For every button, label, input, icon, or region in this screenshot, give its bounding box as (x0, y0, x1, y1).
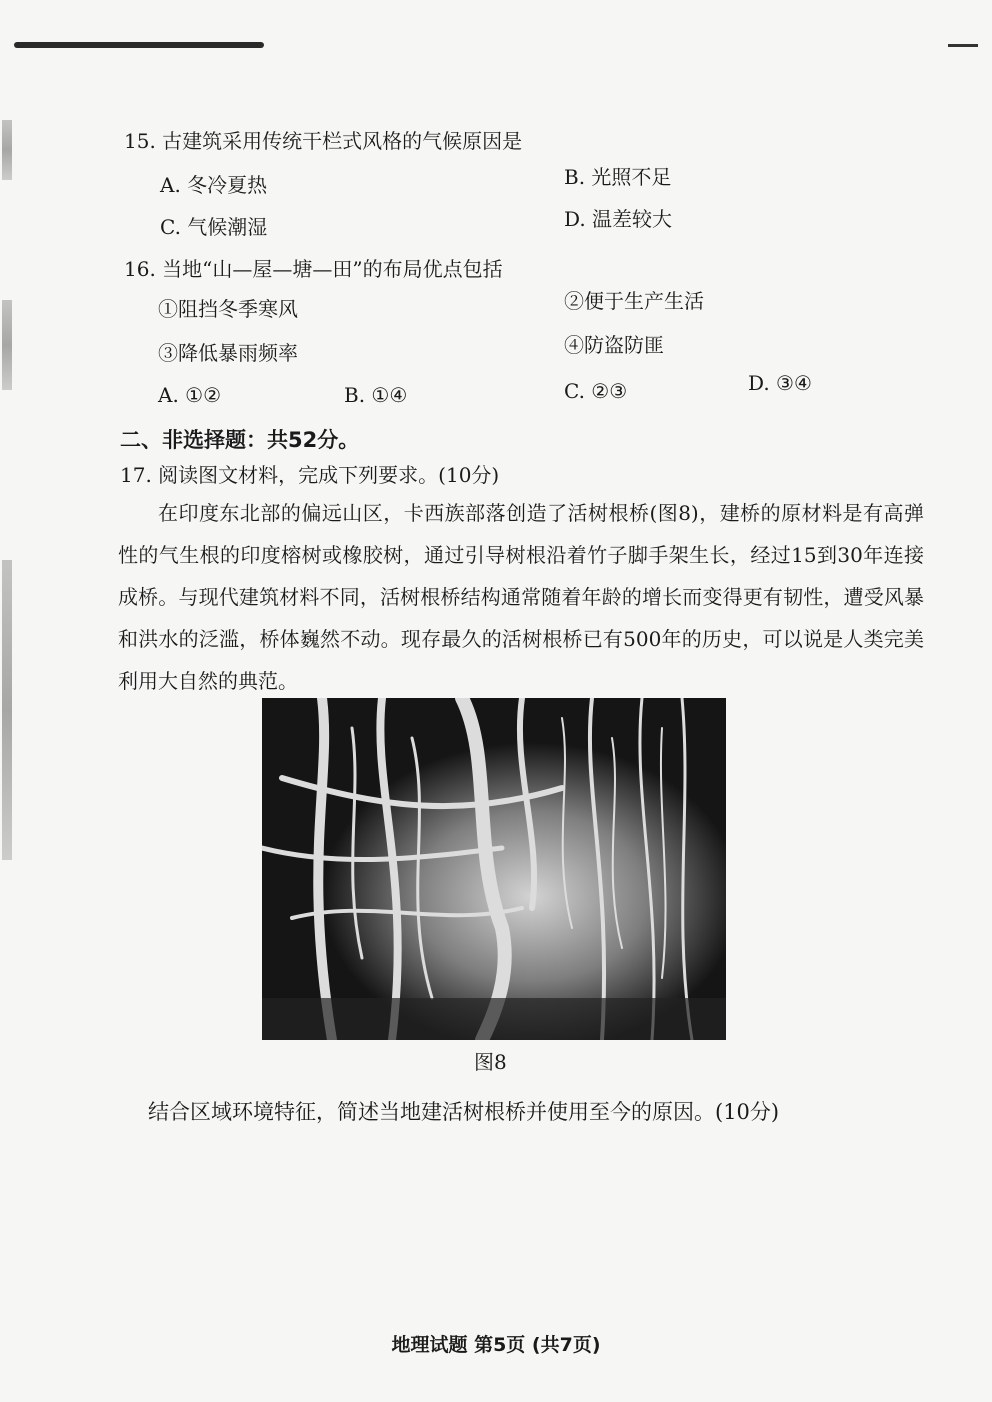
q15-option-a: A. 冬冷夏热 (160, 173, 268, 197)
q16-item-3: ③降低暴雨频率 (158, 341, 298, 365)
q17-stem: 17. 阅读图文材料，完成下列要求。(10分) (120, 463, 500, 487)
root-bridge-illustration (262, 698, 726, 1040)
q17-material-paragraph (118, 492, 924, 702)
section-title: 二、非选择题：共52分。 (120, 428, 360, 452)
q16-choice-b: B. ①④ (344, 383, 408, 407)
q16-choice-a: A. ①② (158, 383, 222, 407)
q17-task: 结合区域环境特征，简述当地建活树根桥并使用至今的原因。(10分) (148, 1100, 780, 1124)
q16-item-2: ②便于生产生活 (564, 289, 704, 313)
q15-stem: 15. 古建筑采用传统干栏式风格的气候原因是 (124, 129, 523, 153)
scan-edge-artifact (2, 300, 12, 390)
q16-stem: 16. 当地“山—屋—塘—田”的布局优点包括 (124, 257, 503, 281)
q16-item-1: ①阻挡冬季寒风 (158, 297, 298, 321)
q15-option-b: B. 光照不足 (564, 165, 672, 189)
scan-edge-artifact (948, 44, 978, 47)
scan-edge-artifact (2, 120, 12, 180)
q15-option-d: D. 温差较大 (564, 207, 673, 231)
q16-choice-d: D. ③④ (748, 371, 812, 395)
q17-paragraph-text: 在印度东北部的偏远山区，卡西族部落创造了活树根桥(图8)，建桥的原材料是有高弹性的气生根的印度榕树或橡胶树，通过引导树根沿着竹子脚手架生长，经过15到30年连接成桥。与现代建筑材料不同，活树根桥结构通常随着年龄的增长而变得更有韧性，遭受风暴和洪水的泛滥，桥体巍然不动。现存最久的活树根桥已有500年的历史，可以说是人类完美利用大自然的典范。 (118, 501, 924, 693)
q16-item-4: ④防盗防匪 (564, 333, 664, 357)
scan-edge-artifact (14, 42, 264, 48)
figure-caption: 图8 (474, 1050, 507, 1074)
q15-option-c: C. 气候潮湿 (160, 215, 268, 239)
living-root-bridge-photo (262, 698, 726, 1040)
scan-edge-artifact (2, 560, 12, 860)
page-footer: 地理试题 第5页 (共7页) (391, 1334, 601, 1356)
q16-choice-c: C. ②③ (564, 379, 628, 403)
